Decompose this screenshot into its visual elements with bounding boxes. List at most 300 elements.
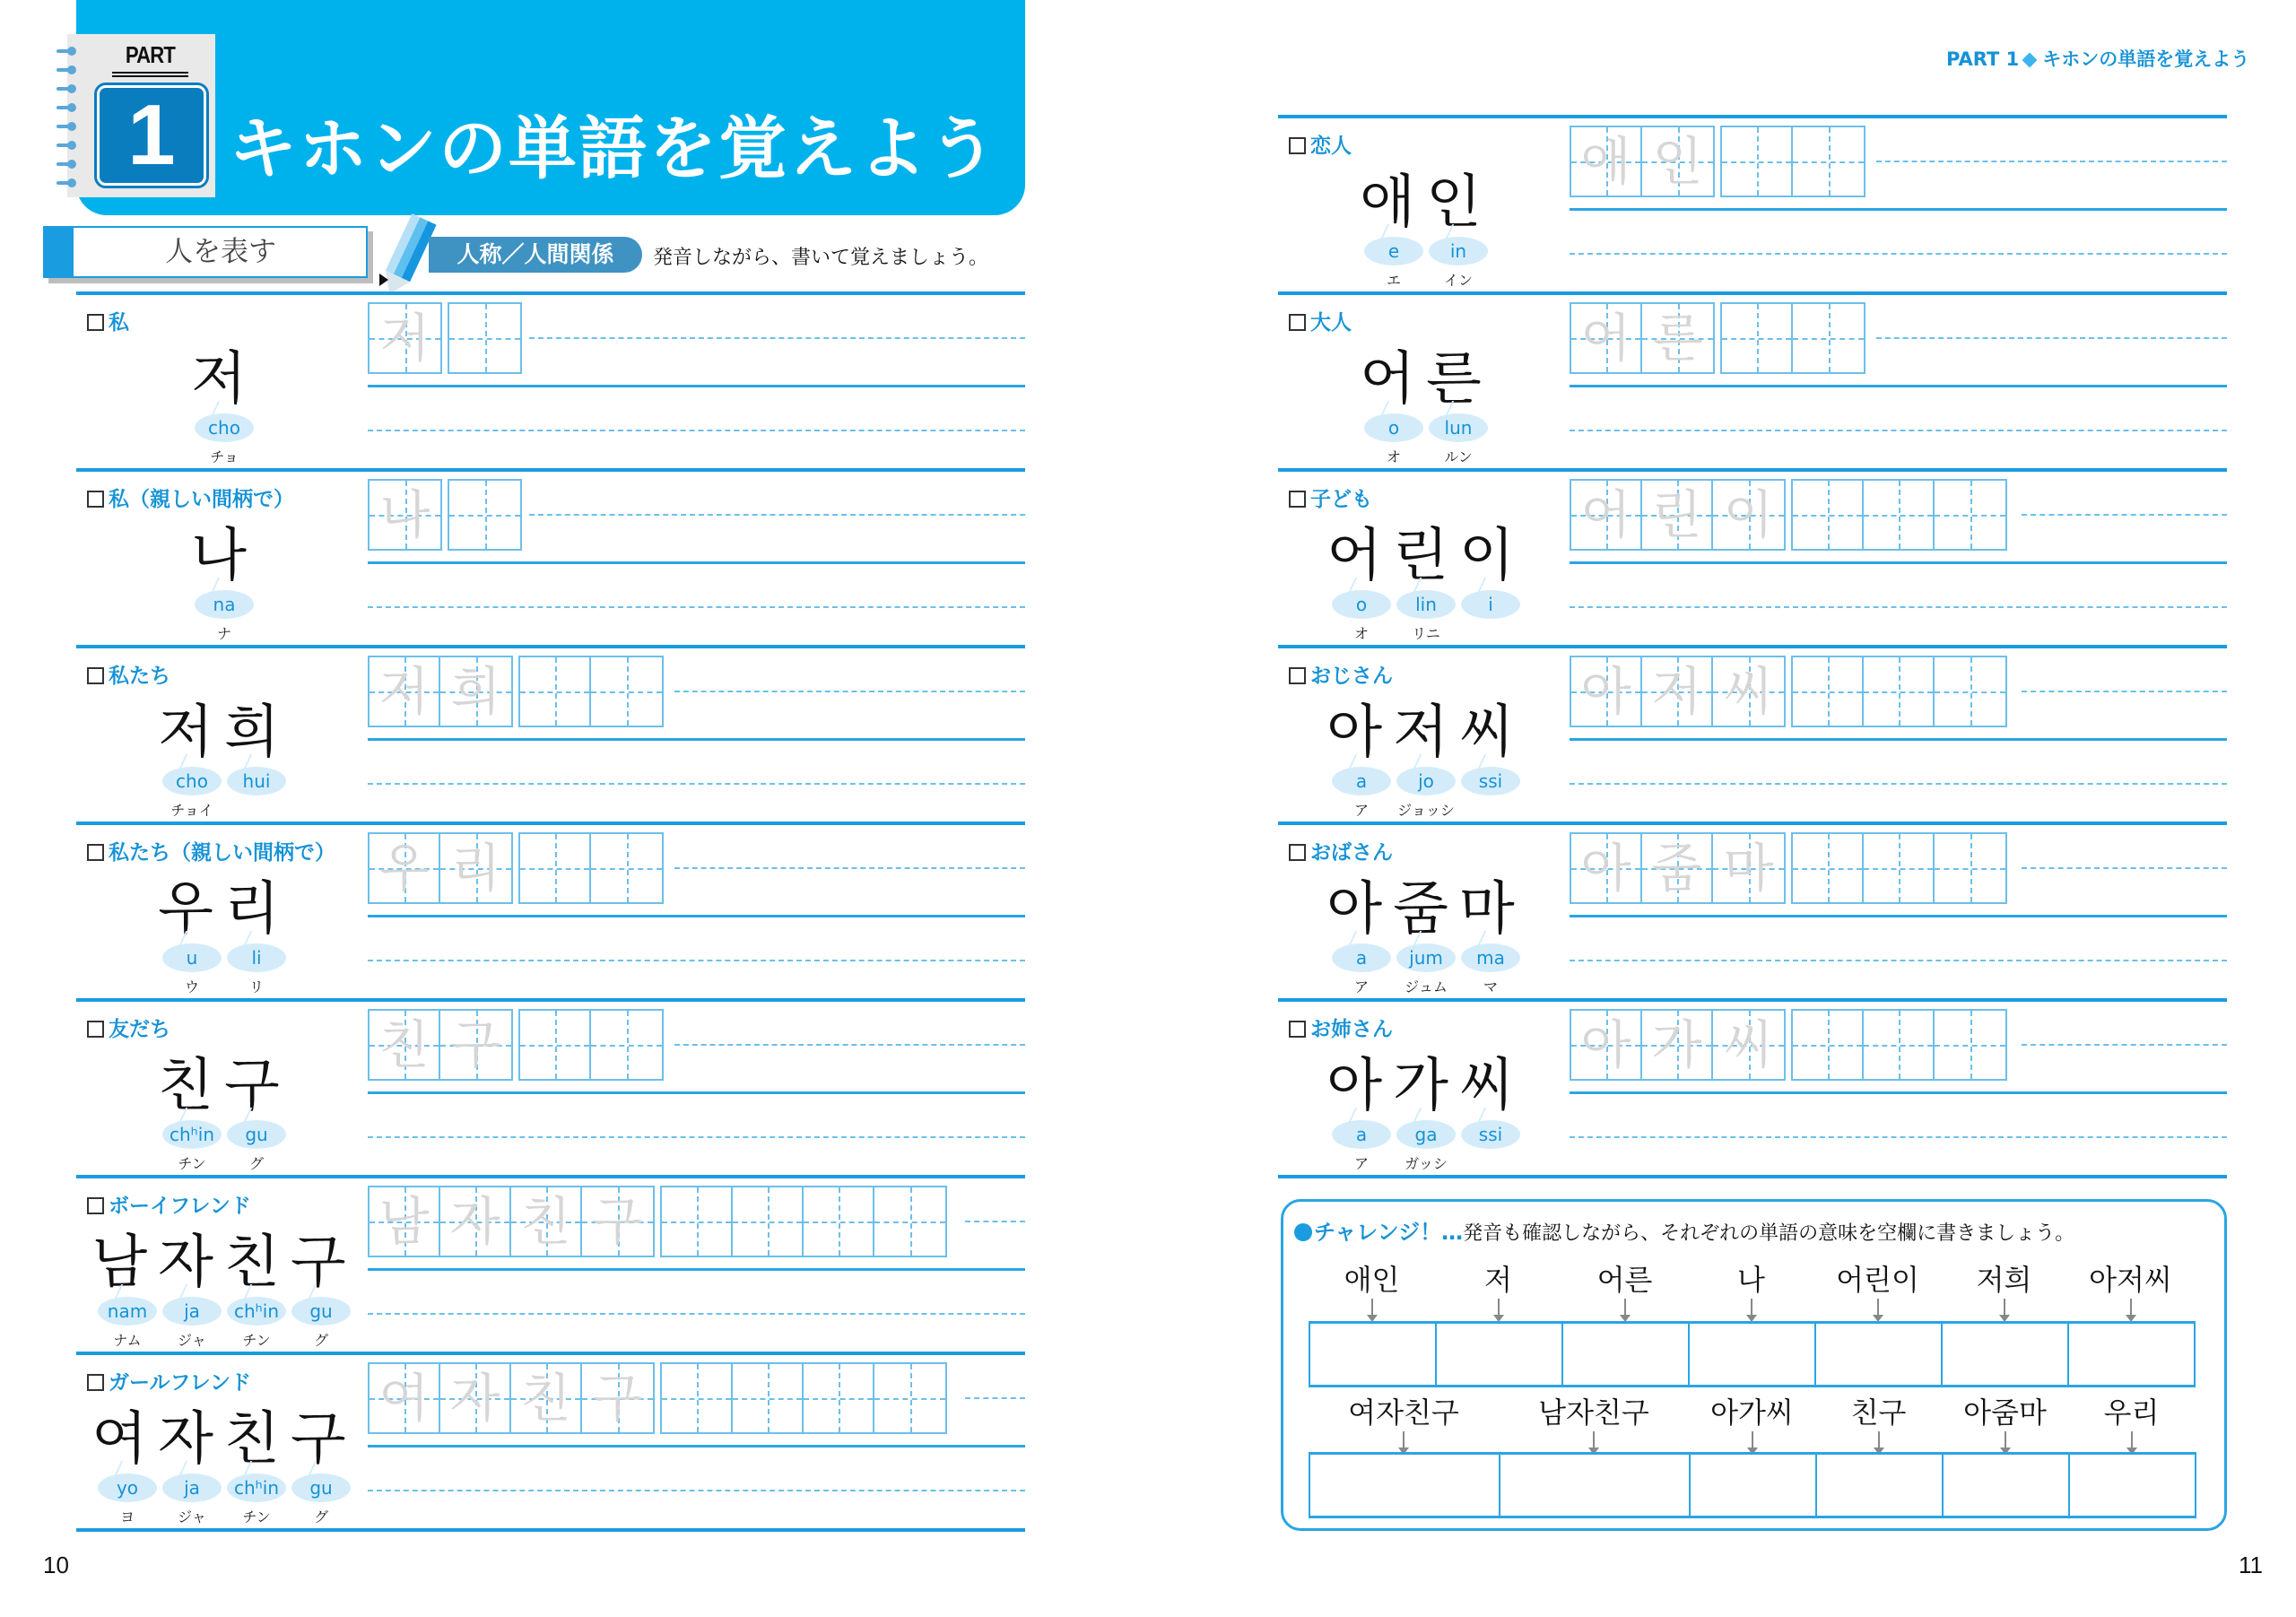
- katakana: ナ: [216, 625, 231, 642]
- writing-baseline: [368, 561, 1025, 564]
- pronunciation-bubble: jum: [1396, 943, 1456, 972]
- practice-cell[interactable]: [1793, 127, 1864, 196]
- katakana: マ: [1483, 978, 1498, 995]
- practice-cell[interactable]: [591, 1011, 662, 1079]
- practice-cell[interactable]: [591, 834, 662, 902]
- trace-cell[interactable]: [1571, 834, 1642, 902]
- trace-cell[interactable]: [1642, 304, 1713, 372]
- practice-cell[interactable]: [449, 481, 520, 549]
- pronunciation: [1278, 237, 1574, 265]
- katakana-reading: [76, 622, 372, 643]
- writing-baseline: [1570, 561, 2227, 564]
- katakana-reading: [76, 1152, 372, 1173]
- trace-glyph: 나: [379, 484, 430, 545]
- practice-cell[interactable]: [520, 1011, 591, 1079]
- part-label: PART: [125, 41, 176, 68]
- meaning-text: 友だち: [109, 1018, 170, 1041]
- writing-line[interactable]: [368, 960, 1025, 961]
- pronunciation-bubble: o: [1364, 413, 1423, 442]
- korean-word: 어린이: [1836, 1263, 1919, 1297]
- trace-cell[interactable]: [1571, 127, 1642, 196]
- writing-grid: [368, 479, 522, 551]
- trace-cell[interactable]: [440, 1364, 511, 1432]
- checkbox[interactable]: [87, 1197, 104, 1214]
- katakana: ア: [1353, 1155, 1369, 1172]
- pronunciation-bubble: a: [1332, 767, 1391, 795]
- meaning-text: 大人: [1310, 311, 1352, 335]
- korean-word: 여자친구: [91, 1406, 357, 1473]
- challenge-title: [1294, 1214, 2074, 1246]
- answer-box[interactable]: [1816, 1324, 1943, 1385]
- writing-grid: [1570, 832, 2007, 904]
- answer-box[interactable]: [2070, 1455, 2196, 1516]
- answer-box[interactable]: [1310, 1455, 1500, 1516]
- meaning-text: おばさん: [1310, 841, 1393, 865]
- practice-cell[interactable]: [1793, 657, 1864, 726]
- ring-icon: [57, 178, 80, 187]
- checkbox[interactable]: [1289, 137, 1306, 154]
- meaning-label: [87, 1189, 251, 1219]
- practice-cells: [1791, 1009, 2007, 1081]
- checkbox[interactable]: [87, 844, 104, 861]
- writing-line[interactable]: [368, 1313, 1025, 1315]
- korean-word: 아줌마: [1326, 876, 1526, 943]
- section-tab-label: 人を表す: [165, 236, 276, 268]
- trace-cell[interactable]: [370, 1364, 440, 1432]
- meaning-text: 私（親しい間柄で）: [109, 488, 294, 511]
- pencil-tip-icon: [379, 274, 388, 286]
- pronunciation: [76, 767, 372, 795]
- vocab-row: [1278, 648, 2227, 825]
- meaning-label: [1289, 482, 1372, 512]
- writing-baseline: [368, 1091, 1025, 1094]
- meaning-text: お姉さん: [1310, 1018, 1393, 1041]
- practice-cell[interactable]: [1793, 1011, 1864, 1079]
- trace-cell[interactable]: [370, 481, 440, 549]
- practice-cell[interactable]: [1722, 304, 1793, 372]
- meaning-text: おじさん: [1310, 665, 1393, 688]
- meaning-label: [1289, 129, 1352, 159]
- running-head-title: キホンの単語を覚えよう: [2042, 48, 2250, 70]
- checkbox[interactable]: [1289, 667, 1306, 684]
- guide-line: [529, 337, 1025, 339]
- answer-box[interactable]: [1944, 1455, 2070, 1516]
- trace-glyph: 줌: [1651, 838, 1702, 899]
- korean-word: 나: [191, 523, 257, 589]
- trace-cells: [368, 656, 513, 727]
- pronunciation-bubble: lun: [1429, 413, 1488, 442]
- pronunciation-bubble: yo: [98, 1474, 157, 1502]
- challenge-word: [1561, 1257, 1688, 1318]
- trace-cells: [368, 832, 513, 904]
- trace-cell[interactable]: [582, 1364, 653, 1432]
- answer-box[interactable]: [1691, 1455, 1817, 1516]
- answer-box[interactable]: [1500, 1455, 1691, 1516]
- katakana: ジャ: [178, 1332, 206, 1349]
- writing-grid: [1570, 1009, 2007, 1081]
- writing-grid: [368, 1362, 947, 1434]
- meaning-text: ガールフレンド: [109, 1371, 252, 1395]
- katakana: ア: [1353, 802, 1369, 819]
- trace-cell[interactable]: [1642, 657, 1713, 726]
- trace-glyph: 아: [1580, 661, 1631, 722]
- meaning-label: [1289, 836, 1393, 865]
- practice-cell[interactable]: [804, 1364, 874, 1432]
- practice-cell[interactable]: [1793, 304, 1864, 372]
- ring-icon: [57, 84, 80, 93]
- katakana-reading: [76, 976, 372, 996]
- writing-line[interactable]: [368, 430, 1025, 431]
- pronunciation: [76, 1120, 372, 1149]
- writing-line[interactable]: [368, 1136, 1025, 1138]
- pronunciation: [76, 590, 372, 619]
- checkbox[interactable]: [87, 491, 104, 508]
- katakana: グ: [248, 1155, 264, 1172]
- guide-line: [2022, 867, 2227, 869]
- trace-cell[interactable]: [511, 1364, 582, 1432]
- pronunciation-bubble: ssi: [1461, 767, 1520, 795]
- meaning-label: [1289, 1013, 1393, 1042]
- pronunciation-bubble: o: [1332, 590, 1391, 619]
- challenge-word: [1688, 1257, 1814, 1318]
- checkbox[interactable]: [1289, 314, 1306, 331]
- practice-cells: [448, 479, 522, 551]
- practice-cell[interactable]: [1864, 481, 1935, 549]
- pronunciation-bubble: chʰin: [227, 1297, 286, 1326]
- checkbox[interactable]: [87, 667, 104, 684]
- trace-glyph: 인: [1652, 131, 1703, 192]
- meaning-label: [87, 836, 335, 865]
- katakana-reading: [1278, 622, 1574, 643]
- trace-cell[interactable]: [370, 304, 440, 372]
- writing-grid: [368, 832, 664, 904]
- checkbox[interactable]: [87, 314, 104, 331]
- guide-line: [674, 867, 1025, 869]
- ring-icon: [57, 65, 80, 74]
- pronunciation-bubble: gu: [291, 1297, 351, 1326]
- pronunciation-bubble: ssi: [1461, 1120, 1520, 1149]
- pronunciation-bubble: i: [1461, 590, 1520, 619]
- trace-cell[interactable]: [1571, 1011, 1642, 1079]
- writing-baseline: [1570, 208, 2227, 211]
- trace-cell[interactable]: [1713, 481, 1784, 549]
- pronunciation-bubble: e: [1364, 237, 1423, 265]
- answer-box[interactable]: [1310, 1324, 1437, 1385]
- katakana: ウ: [184, 978, 199, 995]
- practice-cells: [1791, 479, 2007, 551]
- pronunciation-bubble: gu: [227, 1120, 286, 1149]
- practice-cell[interactable]: [1864, 657, 1935, 726]
- korean-word: 아저씨: [1326, 700, 1526, 766]
- arrow-down-icon: [1498, 1299, 1500, 1318]
- korean-word: 남자친구: [1538, 1395, 1649, 1430]
- guide-line: [965, 1397, 1025, 1399]
- practice-cell[interactable]: [1722, 127, 1793, 196]
- writing-line[interactable]: [1570, 1136, 2227, 1138]
- trace-glyph: 어: [1580, 484, 1631, 545]
- trace-cell[interactable]: [511, 1187, 582, 1256]
- vocab-row: [76, 1355, 1025, 1532]
- writing-baseline: [1570, 1091, 2227, 1094]
- answer-box[interactable]: [1563, 1324, 1690, 1385]
- practice-cell[interactable]: [1935, 657, 2005, 726]
- vocab-row: [1278, 472, 2227, 648]
- trace-cell[interactable]: [440, 834, 511, 902]
- vocab-row: [76, 1002, 1025, 1178]
- trace-glyph: 아: [1580, 838, 1631, 899]
- part-divider: [112, 72, 188, 77]
- trace-glyph: 우: [378, 838, 430, 899]
- katakana: リ: [248, 978, 264, 995]
- checkbox[interactable]: [87, 1374, 104, 1391]
- katakana-reading: [1278, 976, 1574, 996]
- trace-cell[interactable]: [370, 1187, 440, 1256]
- challenge-instruction: 発音も確認しながら、それぞれの単語の意味を空欄に書きましょう。: [1463, 1222, 2075, 1245]
- pronunciation-bubble: chʰin: [162, 1120, 222, 1149]
- korean-word: 우리: [2103, 1395, 2160, 1430]
- katakana-reading: [1278, 1152, 1574, 1173]
- trace-cell[interactable]: [370, 834, 440, 902]
- korean-word: 남자친구: [91, 1230, 357, 1296]
- korean-word: 친구: [158, 1053, 291, 1119]
- practice-cell[interactable]: [662, 1187, 733, 1256]
- pronunciation-bubble: a: [1332, 1120, 1391, 1149]
- practice-cells: [1791, 832, 2007, 904]
- pronunciation: [1278, 413, 1574, 442]
- writing-grid: [368, 1186, 947, 1257]
- trace-glyph: 애: [1580, 131, 1631, 192]
- practice-cell[interactable]: [1935, 481, 2005, 549]
- trace-cell[interactable]: [1713, 657, 1784, 726]
- trace-cells: [368, 1009, 513, 1081]
- trace-glyph: 자: [449, 1368, 500, 1429]
- practice-cell[interactable]: [1864, 834, 1935, 902]
- meaning-label: [87, 1013, 170, 1042]
- writing-baseline: [1570, 738, 2227, 741]
- practice-cell[interactable]: [662, 1364, 733, 1432]
- trace-cell[interactable]: [1642, 834, 1713, 902]
- arrow-down-icon: [2005, 1431, 2006, 1451]
- arrow-down-icon: [1878, 1431, 1880, 1451]
- meaning-label: [87, 659, 170, 689]
- practice-cell[interactable]: [1935, 834, 2005, 902]
- trace-cell[interactable]: [1642, 481, 1713, 549]
- arrow-down-icon: [1371, 1299, 1373, 1318]
- row-divider: [76, 1528, 1025, 1532]
- trace-cell[interactable]: [1571, 657, 1642, 726]
- writing-line[interactable]: [368, 606, 1025, 608]
- vocab-row: [1278, 118, 2227, 295]
- trace-glyph: 리: [450, 838, 501, 899]
- practice-cell[interactable]: [1793, 834, 1864, 902]
- challenge-word: [1814, 1257, 1941, 1318]
- trace-glyph: 친: [520, 1191, 571, 1252]
- writing-line[interactable]: [1570, 430, 2227, 431]
- arrow-down-icon: [1403, 1431, 1405, 1451]
- katakana-reading: [1278, 446, 1574, 466]
- pronunciation-bubble: a: [1332, 943, 1391, 972]
- guide-line: [2022, 691, 2227, 692]
- pronunciation-bubble: ga: [1396, 1120, 1456, 1149]
- part-number: 1: [97, 85, 206, 186]
- katakana: ルン: [1444, 448, 1473, 465]
- pronunciation-bubble: u: [162, 943, 222, 972]
- checkbox[interactable]: [87, 1021, 104, 1038]
- trace-glyph: 가: [1651, 1014, 1702, 1075]
- practice-cell[interactable]: [520, 834, 591, 902]
- pronunciation-bubble: ja: [162, 1297, 222, 1326]
- korean-word: 아줌마: [1963, 1395, 2047, 1430]
- katakana-reading: [76, 446, 372, 466]
- guide-line: [2022, 1044, 2227, 1046]
- trace-glyph: 친: [378, 1014, 430, 1075]
- trace-cell[interactable]: [440, 657, 511, 726]
- subtopic-label: 人称／人間関係: [429, 237, 642, 273]
- chapter-title: キホンの単語を覚えよう: [229, 109, 998, 188]
- trace-cell[interactable]: [1713, 834, 1784, 902]
- katakana: ジョッシ: [1397, 802, 1455, 819]
- pronunciation: [76, 1474, 372, 1502]
- trace-cell[interactable]: [1571, 304, 1642, 372]
- guide-line: [674, 691, 1025, 692]
- answer-box[interactable]: [1943, 1324, 2069, 1385]
- trace-cell[interactable]: [1642, 1011, 1713, 1079]
- trace-cell[interactable]: [582, 1187, 653, 1256]
- answer-box[interactable]: [1437, 1324, 1563, 1385]
- answer-box[interactable]: [1690, 1324, 1816, 1385]
- row-divider: [1278, 1175, 2227, 1178]
- checkbox[interactable]: [1289, 1021, 1306, 1038]
- challenge-word: [1309, 1390, 1499, 1451]
- vocab-row: [1278, 295, 2227, 472]
- writing-baseline: [368, 1268, 1025, 1271]
- meaning-text: 私: [109, 311, 129, 335]
- challenge-word: [1815, 1390, 1942, 1451]
- practice-cell[interactable]: [874, 1187, 945, 1256]
- katakana: ヨ: [119, 1508, 135, 1526]
- katakana: チン: [178, 1155, 206, 1172]
- writing-baseline: [1570, 915, 2227, 917]
- practice-cell[interactable]: [520, 657, 591, 726]
- katakana: [1461, 622, 1520, 643]
- practice-cell[interactable]: [1864, 1011, 1935, 1079]
- writing-line[interactable]: [368, 783, 1025, 785]
- korean-word: 친구: [1850, 1395, 1907, 1430]
- trace-glyph: 구: [450, 1014, 501, 1075]
- answer-box[interactable]: [2069, 1324, 2196, 1385]
- practice-cells: [660, 1186, 947, 1257]
- vocab-row: [1278, 1002, 2227, 1178]
- korean-word: 저희: [1976, 1263, 2032, 1297]
- practice-cell[interactable]: [591, 657, 662, 726]
- answer-box[interactable]: [1817, 1455, 1944, 1516]
- practice-cell[interactable]: [1793, 481, 1864, 549]
- trace-cell[interactable]: [440, 1011, 511, 1079]
- korean-word: 아가씨: [1326, 1053, 1526, 1119]
- trace-glyph: 구: [592, 1368, 643, 1429]
- meaning-text: 私たち（親しい間柄で）: [109, 841, 335, 865]
- katakana: グ: [313, 1508, 328, 1526]
- practice-cell[interactable]: [733, 1187, 804, 1256]
- checkbox[interactable]: [1289, 491, 1306, 508]
- katakana: [1461, 799, 1520, 820]
- challenge-box: [1281, 1199, 2227, 1531]
- trace-glyph: 자: [449, 1191, 500, 1252]
- pronunciation-bubble: in: [1429, 237, 1488, 265]
- trace-cell[interactable]: [1642, 127, 1713, 196]
- katakana: ガッシ: [1405, 1155, 1448, 1172]
- meaning-text: 私たち: [109, 665, 170, 688]
- ring-icon: [57, 160, 80, 169]
- katakana: ジャ: [178, 1508, 206, 1526]
- meaning-text: ボーイフレンド: [109, 1195, 251, 1218]
- arrow-down-icon: [2004, 1299, 2005, 1318]
- arrow-down-icon: [1877, 1299, 1879, 1318]
- pronunciation-bubble: gu: [291, 1474, 351, 1502]
- guide-line: [1876, 161, 2227, 162]
- practice-cells: [518, 656, 664, 727]
- writing-grid: [1570, 656, 2007, 727]
- korean-word: 저: [191, 346, 257, 413]
- vocab-row: [76, 472, 1025, 648]
- guide-line: [965, 1221, 1025, 1222]
- arrow-down-icon: [2130, 1299, 2132, 1318]
- trace-cells: [368, 1186, 655, 1257]
- writing-baseline: [368, 385, 1025, 387]
- pronunciation-bubble: chʰin: [227, 1474, 286, 1502]
- katakana-reading: [76, 1506, 372, 1526]
- trace-glyph: 저: [379, 308, 430, 369]
- writing-line[interactable]: [1570, 783, 2227, 785]
- practice-cell[interactable]: [874, 1364, 945, 1432]
- practice-cells: [1720, 126, 1866, 197]
- trace-cell[interactable]: [370, 1011, 440, 1079]
- writing-line[interactable]: [1570, 960, 2227, 961]
- writing-line[interactable]: [368, 1490, 1025, 1491]
- katakana: [1461, 1152, 1520, 1173]
- vocab-row: [76, 648, 1025, 825]
- katakana: ア: [1353, 978, 1369, 995]
- practice-cells: [1720, 302, 1866, 374]
- trace-cell[interactable]: [440, 1187, 511, 1256]
- trace-glyph: 여: [378, 1368, 430, 1429]
- trace-glyph: 씨: [1723, 1014, 1774, 1075]
- practice-cell[interactable]: [449, 304, 520, 372]
- practice-cell[interactable]: [733, 1364, 804, 1432]
- writing-baseline: [368, 1445, 1025, 1447]
- meaning-label: [1289, 306, 1352, 335]
- trace-cell[interactable]: [1571, 481, 1642, 549]
- challenge-word: [1435, 1257, 1561, 1318]
- checkbox[interactable]: [1289, 844, 1306, 861]
- trace-cell[interactable]: [370, 657, 440, 726]
- practice-cell[interactable]: [804, 1187, 874, 1256]
- writing-line[interactable]: [1570, 606, 2227, 608]
- trace-cells: [1570, 656, 1786, 727]
- writing-line[interactable]: [1570, 253, 2227, 255]
- trace-glyph: 른: [1652, 308, 1703, 369]
- practice-cell[interactable]: [1935, 1011, 2005, 1079]
- pronunciation-bubble: na: [195, 590, 254, 619]
- challenge-words-row-1: [1309, 1257, 2194, 1318]
- vocab-row: [76, 1178, 1025, 1355]
- diamond-icon: [2022, 53, 2038, 68]
- katakana-reading: [76, 1329, 372, 1350]
- trace-glyph: 아: [1580, 1014, 1631, 1075]
- trace-cells: [368, 302, 442, 374]
- trace-cell[interactable]: [1713, 1011, 1784, 1079]
- page-number-right: 11: [2239, 1552, 2263, 1578]
